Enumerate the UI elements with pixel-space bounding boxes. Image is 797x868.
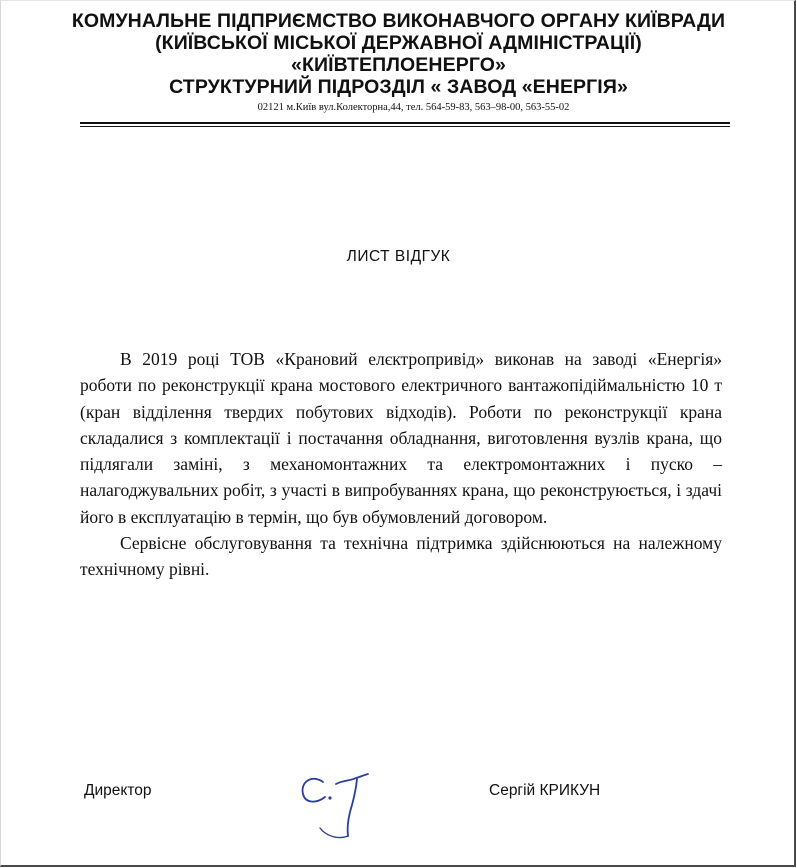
handwritten-signature	[290, 768, 400, 848]
signatory-name: Сергій КРИКУН	[489, 782, 601, 799]
signature-dot	[328, 796, 331, 799]
letterhead-line-1: КОМУНАЛЬНЕ ПІДПРИЄМСТВО ВИКОНАВЧОГО ОРГАНУ КИЇВРАДИ	[71, 10, 726, 32]
letter-body	[80, 346, 722, 583]
header-rule-thin	[80, 126, 730, 127]
signature-stroke	[320, 828, 348, 838]
header-rule-thick	[80, 122, 730, 124]
signature-stroke	[348, 779, 357, 836]
letterhead-address: 02121 м.Київ вул.Колекторна,44, тел. 564-59-83, 563–98-00, 563-55-02	[257, 102, 570, 113]
letterhead-line-2: (КИЇВСЬКОЇ МІСЬКОЇ ДЕРЖАВНОЇ АДМІНІСТРАЦІЇ)	[155, 32, 642, 54]
signature-stroke	[303, 779, 325, 802]
signature-stroke	[336, 774, 368, 784]
body-paragraph: В 2019 році ТОВ «Крановий елєктропривід» виконав на заводі «Енергія» роботи по реконструкції крана мостового електричного вантажопідіймальністю 10 т (кран відділення твердих побутових відходів). Роботи по реконструкції крана складалися з комплектації і постачання обладнання, виготовлення вузлів крана, що підлягали заміні, з механомонтажних та електромонтажних і пуско – налагоджувальних робіт, з участі в випробуваннях крана, що реконструюється, і здачі його в експлуатацію в термін, що був обумовлений договором.	[80, 349, 722, 527]
document-title: ЛИСТ ВІДГУК	[346, 248, 451, 265]
letterhead	[0, 10, 797, 113]
letterhead-line-3: «КИЇВТЕПЛОЕНЕРГО»	[291, 54, 506, 76]
letterhead-line-4: СТРУКТУРНИЙ ПІДРОЗДІЛ « ЗАВОД «ЕНЕРГІЯ»	[169, 76, 628, 98]
body-paragraph: Сервісне обслуговування та технічна підтримка здійснюються на належному технічному рівні.	[80, 533, 722, 580]
signatory-role: Директор	[84, 782, 152, 799]
